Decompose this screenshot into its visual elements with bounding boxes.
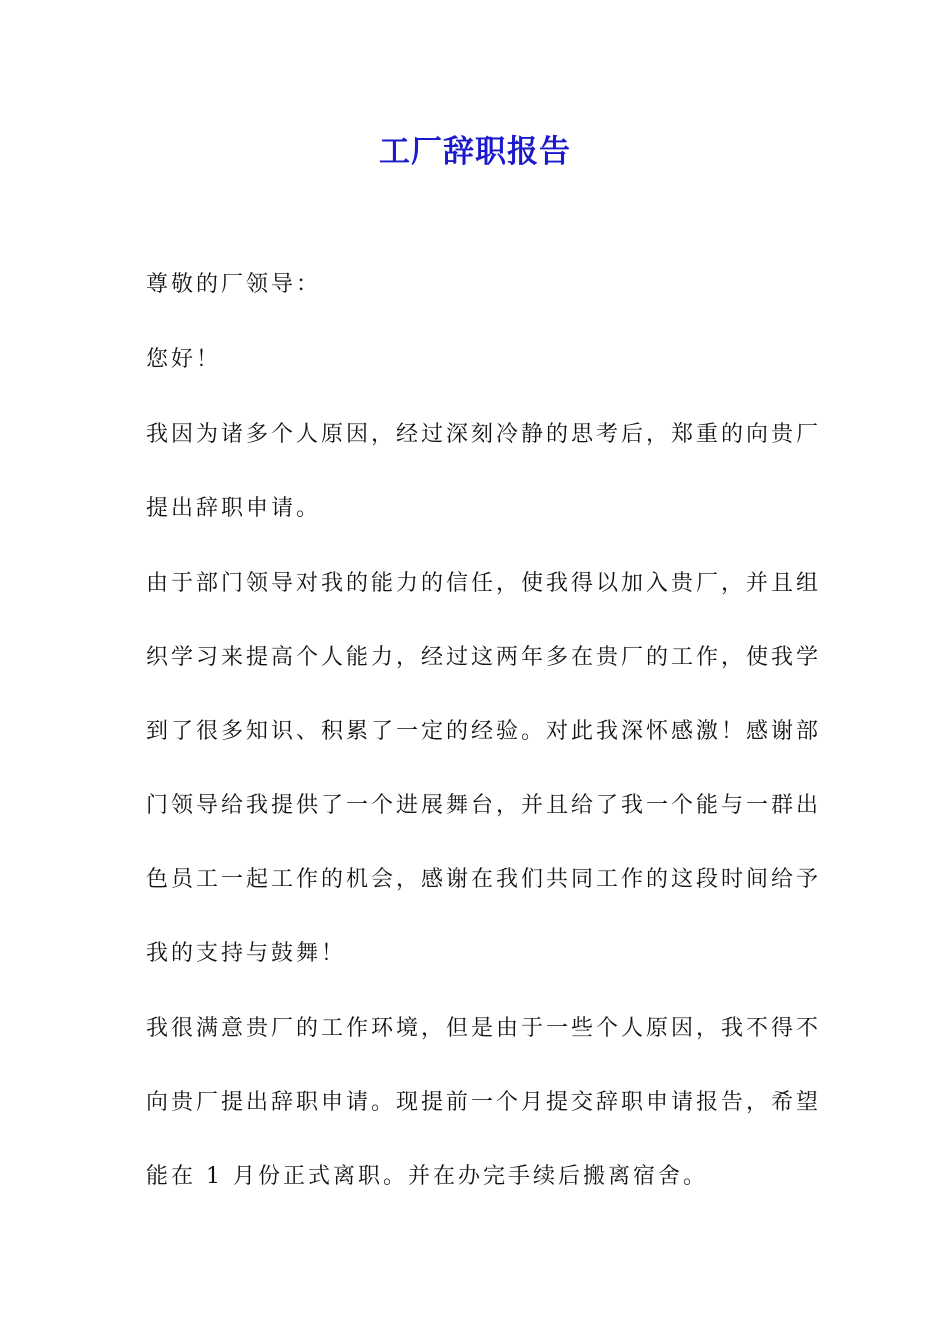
paragraph-line: 我的支持与鼓舞！	[146, 941, 347, 966]
paragraph-line: 能在 1 月份正式离职。并在办完手续后搬离宿舍。	[146, 1164, 708, 1189]
paragraph-line: 提出辞职申请。	[146, 496, 322, 521]
greeting: 您好！	[146, 347, 222, 372]
paragraph-line: 门领导给我提供了一个进展舞台，并且给了我一个能与一群出	[146, 793, 822, 818]
document-body	[146, 262, 822, 1229]
paragraph-3	[146, 1006, 822, 1200]
paragraph-line: 向贵厂提出辞职申请。现提前一个月提交辞职申请报告，希望	[146, 1090, 822, 1115]
paragraph-line: 色员工一起工作的机会，感谢在我们共同工作的这段时间给予	[146, 867, 822, 892]
paragraph-line: 由于部门领导对我的能力的信任，使我得以加入贵厂，并且组	[146, 571, 822, 596]
page-title: 工厂辞职报告	[379, 134, 571, 170]
paragraph-2	[146, 561, 822, 977]
paragraph-line: 织学习来提高个人能力，经过这两年多在贵厂的工作，使我学	[146, 645, 822, 670]
paragraph-line: 我因为诸多个人原因，经过深刻冷静的思考后，郑重的向贵厂	[146, 422, 822, 447]
paragraph-line: 到了很多知识、积累了一定的经验。对此我深怀感激！感谢部	[146, 719, 822, 744]
paragraph-1	[146, 412, 822, 532]
salutation: 尊敬的厂领导：	[146, 272, 322, 297]
paragraph-line: 我很满意贵厂的工作环境，但是由于一些个人原因，我不得不	[146, 1016, 822, 1041]
